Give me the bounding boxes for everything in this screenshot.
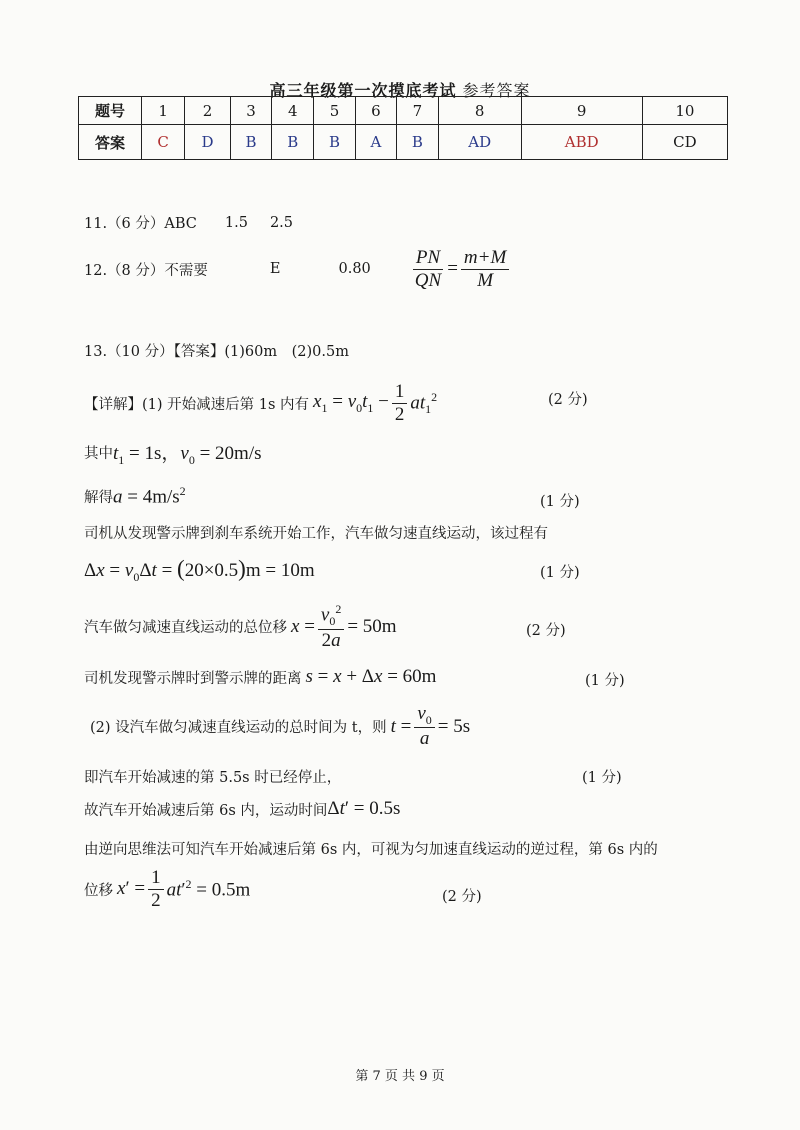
q12-fraction-right: $\frac{m+M}{M}$ (461, 248, 509, 291)
title-main: 高三年级第一次摸底考试 (269, 81, 457, 100)
eq-total-x: = 50m (347, 615, 397, 637)
q13-line-8: (2) 设汽车做匀减速直线运动的总时间为 t，则 t = $\frac{v_0}{a}$ = 5s (90, 703, 471, 750)
answer-cell: B (314, 125, 356, 160)
answer-cell: AD (438, 125, 521, 160)
eq-delta-t: Δt′ = 0.5s (327, 798, 401, 819)
title-sub: 参考答案 (462, 81, 531, 100)
eq-x1: $x_1 = v_0t_1$ − (313, 391, 389, 415)
q11-value-1: 1.5 (224, 214, 248, 231)
answer-cell: B (230, 125, 272, 160)
eq-disp-6s: $at'^2 = 0.5m$ (166, 877, 251, 901)
row-label-answer: 答案 (79, 125, 142, 160)
eq-delta-x: $\Delta x = v_0\Delta t = (20\times 0.5)m = 10m$ (84, 556, 315, 584)
question-number: 10 (642, 97, 727, 125)
q13-line-2: 其中 $t_1 = 1s$，$v_0 = 20m/s$ (84, 438, 262, 468)
question-number: 8 (438, 97, 521, 125)
answer-cell: CD (642, 125, 727, 160)
question-number: 5 (314, 97, 356, 125)
score-l6: (2 分) (526, 623, 566, 639)
row-label-question: 题号 (79, 97, 142, 125)
question-number: 3 (230, 97, 272, 125)
answer-cell: B (397, 125, 439, 160)
eq-given: $t_1 = 1s$，$v_0 = 20m/s$ (113, 443, 262, 467)
eq-total-t: = 5s (437, 715, 471, 737)
q13-line-9: 即汽车开始减速的第 5.5s 时已经停止， (84, 770, 342, 786)
score-l1: (2 分) (548, 392, 588, 408)
answer-cell: A (355, 125, 396, 160)
answer-row (79, 125, 728, 160)
q13-line-5 (84, 556, 315, 585)
q13-label: 13.（10 分）【答案】(1)60m (2)0.5m (84, 344, 349, 360)
eq-distance: s = x + Δx = 60m (305, 666, 437, 687)
q12-label: 12.（8 分）不需要 (84, 262, 208, 279)
q11-label: 11.（6 分）ABC (84, 216, 197, 232)
answer-cell: ABD (521, 125, 642, 160)
answer-table (78, 96, 728, 160)
score-l3: (1 分) (540, 494, 580, 510)
question-number-row (79, 97, 728, 125)
q13-line-7: 司机发现警示牌时到警示牌的距离 s = x + Δx = 60m (84, 666, 437, 687)
answer-cell: C (142, 125, 185, 160)
q12-value-1: E (269, 261, 281, 278)
q12-line: 12.（8 分）不需要 E 0.80 $\frac{PN}{QN}$ = $\frac{m+M}{M}$ (84, 248, 512, 291)
score-l12: (2 分) (442, 889, 482, 905)
score-l5: (1 分) (540, 565, 580, 581)
question-number: 9 (521, 97, 642, 125)
q12-value-2: 0.80 (338, 261, 371, 278)
question-number: 4 (272, 97, 314, 125)
q13-line-10: 故汽车开始减速后第 6s 内，运动时间 Δt′ = 0.5s (84, 798, 401, 819)
q11-line (84, 212, 293, 233)
q13-line-12: 位移 x′ = $\frac{1}{2}$ $at'^2 = 0.5m$ (84, 867, 251, 911)
q13-line-6: 汽车做匀减速直线运动的总位移 x = $\frac{v_0^2}{2a}$ = 50m (84, 602, 397, 651)
q13-line-3: 解得 $a = 4m/s^2$ (84, 484, 186, 508)
answer-cell: B (272, 125, 314, 160)
q12-fraction-left: $\frac{PN}{QN}$ (414, 247, 442, 291)
eq-accel: $a = 4m/s^2$ (113, 484, 186, 508)
question-number: 7 (397, 97, 439, 125)
question-number: 6 (355, 97, 396, 125)
q13-line-4: 司机从发现警示牌到刹车系统开始工作，汽车做匀速直线运动，该过程有 (84, 526, 548, 542)
score-l7: (1 分) (585, 673, 625, 689)
q11-value-2: 2.5 (269, 214, 294, 231)
question-number: 1 (142, 97, 185, 125)
q13-answer-line (84, 340, 349, 361)
q13-line-1: 【详解】(1) 开始减速后第 1s 内有 $x_1 = v_0t_1$ − $\frac{1}{2}$ $at_1^2$ (84, 381, 438, 425)
score-l9: (1 分) (582, 770, 622, 786)
answer-cell: D (185, 125, 230, 160)
question-number: 2 (185, 97, 230, 125)
q13-line-11: 由逆向思维法可知汽车开始减速后第 6s 内，可视为匀加速直线运动的逆过程，第 6s 内的 (84, 842, 658, 858)
page-footer: 第 7 页 共 9 页 (355, 1069, 445, 1084)
